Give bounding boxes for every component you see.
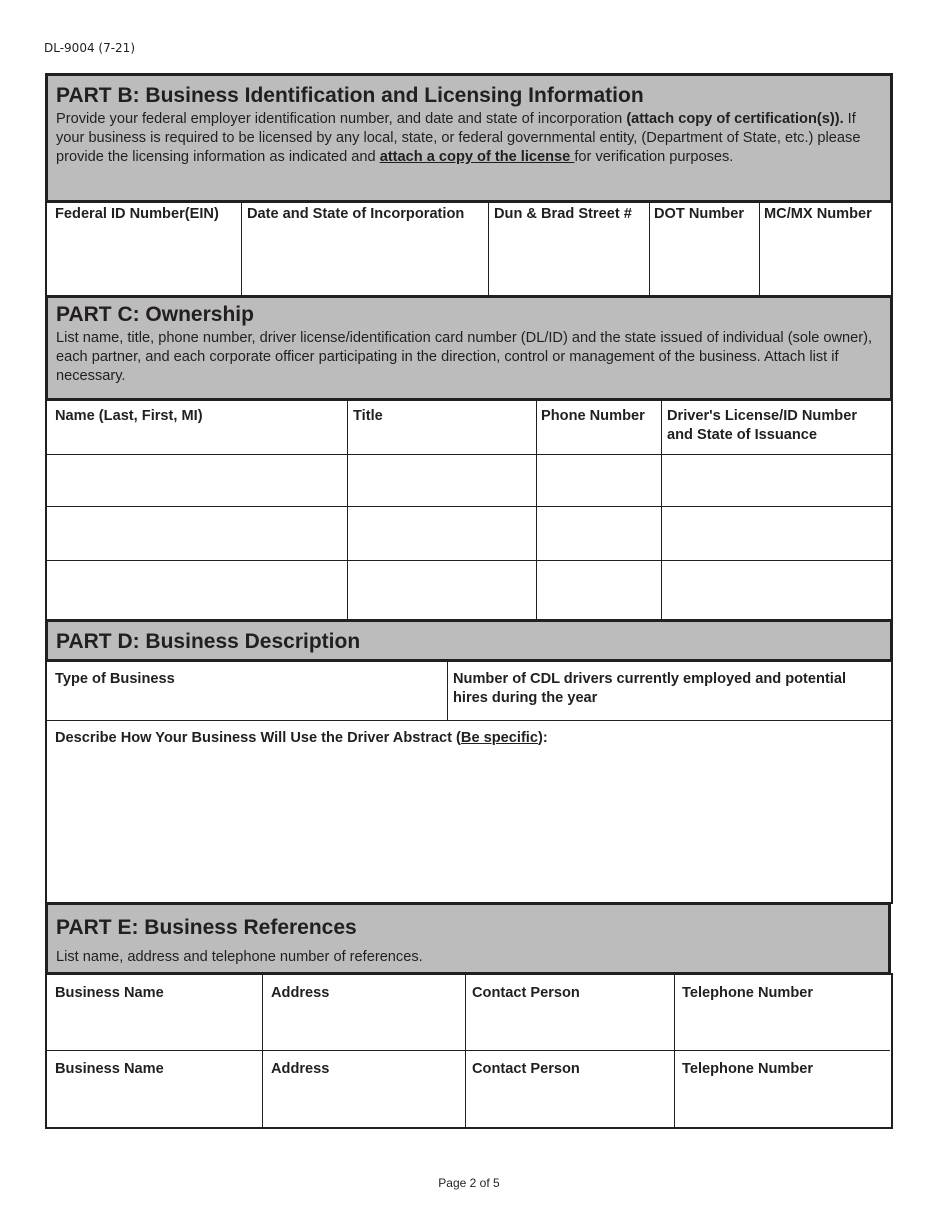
ein-field[interactable] [47, 226, 241, 296]
telephone-number-field[interactable] [675, 1083, 891, 1127]
part-d-title: PART D: Business Description [56, 630, 361, 653]
describe-usage-label: Describe How Your Business Will Use the Driver Abstract (Be specific): [55, 730, 548, 746]
owner-title-header: Title [353, 408, 383, 424]
table-row [47, 507, 893, 560]
form-code: DL-9004 (7-21) [44, 41, 135, 55]
business-name-field[interactable] [47, 1083, 262, 1127]
address-field[interactable] [263, 1083, 465, 1127]
describe-usage-field[interactable] [47, 752, 893, 902]
contact-person-label: Contact Person [472, 1061, 580, 1077]
owner-title-field[interactable] [348, 507, 536, 560]
type-of-business-field[interactable] [47, 692, 447, 720]
owner-name-header: Name (Last, First, MI) [55, 408, 203, 424]
telephone-number-field[interactable] [675, 1007, 891, 1049]
address-field[interactable] [263, 1007, 465, 1049]
contact-person-field[interactable] [466, 1083, 674, 1127]
incorporation-label: Date and State of Incorporation [247, 206, 465, 222]
address-label: Address [271, 1061, 330, 1077]
cdl-drivers-field[interactable] [448, 710, 893, 720]
owner-license-field[interactable] [662, 455, 893, 506]
incorporation-field[interactable] [242, 226, 488, 296]
part-d-header [45, 619, 893, 662]
contact-person-label: Contact Person [472, 985, 580, 1001]
mc-mx-number-field[interactable] [760, 226, 891, 296]
part-b-title: PART B: Business Identification and Licensing Information [56, 84, 644, 107]
ein-label: Federal ID Number(EIN) [55, 206, 219, 222]
dun-brad-street-field[interactable] [489, 226, 649, 296]
business-name-label: Business Name [55, 1061, 164, 1077]
business-name-field[interactable] [47, 1007, 262, 1049]
owner-license-field[interactable] [662, 507, 893, 560]
part-c-description: List name, title, phone number, driver license/identification card number (DL/ID) and the state issued of individual (sole owner), each partner, and each corporate officer participating in the direction, control or management of the business. Attach list if necessary. [56, 330, 873, 384]
telephone-number-label: Telephone Number [682, 985, 814, 1001]
owner-name-field[interactable] [47, 455, 347, 506]
owner-license-header: Driver's License/ID Number and State of Issuance [667, 408, 858, 443]
part-c-header [45, 295, 893, 401]
owner-phone-field[interactable] [537, 561, 661, 620]
owner-name-field[interactable] [47, 561, 347, 620]
business-name-label: Business Name [55, 985, 164, 1001]
owner-phone-field[interactable] [537, 507, 661, 560]
owner-phone-field[interactable] [537, 455, 661, 506]
part-d-table [45, 660, 893, 904]
dot-number-label: DOT Number [654, 206, 744, 222]
mc-mx-number-label: MC/MX Number [764, 206, 872, 222]
part-b-table [45, 200, 893, 297]
owner-license-field[interactable] [662, 561, 893, 620]
page-number: Page 2 of 5 [438, 1176, 500, 1190]
reference-row [47, 973, 893, 1050]
owner-title-field[interactable] [348, 455, 536, 506]
contact-person-field[interactable] [466, 1007, 674, 1049]
owner-title-field[interactable] [348, 561, 536, 620]
part-e-header [45, 902, 891, 975]
cdl-drivers-label: Number of CDL drivers currently employed and potential hires during the year [453, 671, 847, 706]
type-of-business-label: Type of Business [55, 671, 175, 687]
part-e-title: PART E: Business References [56, 916, 357, 939]
address-label: Address [271, 985, 330, 1001]
reference-row [47, 1051, 893, 1127]
telephone-number-label: Telephone Number [682, 1061, 814, 1077]
part-c-table [45, 399, 893, 621]
table-row [47, 455, 893, 506]
dot-number-field[interactable] [650, 226, 759, 296]
part-e-table [45, 973, 893, 1129]
part-e-description: List name, address and telephone number of references. [56, 949, 423, 965]
part-b-header [45, 73, 893, 203]
part-b-description: Provide your federal employer identification number, and date and state of incorporation (attach copy of certification(s)). If your business is required to be licensed by any local, state, or federal governmental entity, (Department of State, etc.) please provide the licensing information as indicated and attach a copy of the license for verification purposes. [56, 111, 861, 165]
dun-brad-street-label: Dun & Brad Street # [494, 206, 632, 222]
table-row [47, 561, 893, 620]
owner-phone-header: Phone Number [541, 408, 645, 424]
owner-name-field[interactable] [47, 507, 347, 560]
part-c-title: PART C: Ownership [56, 303, 254, 326]
